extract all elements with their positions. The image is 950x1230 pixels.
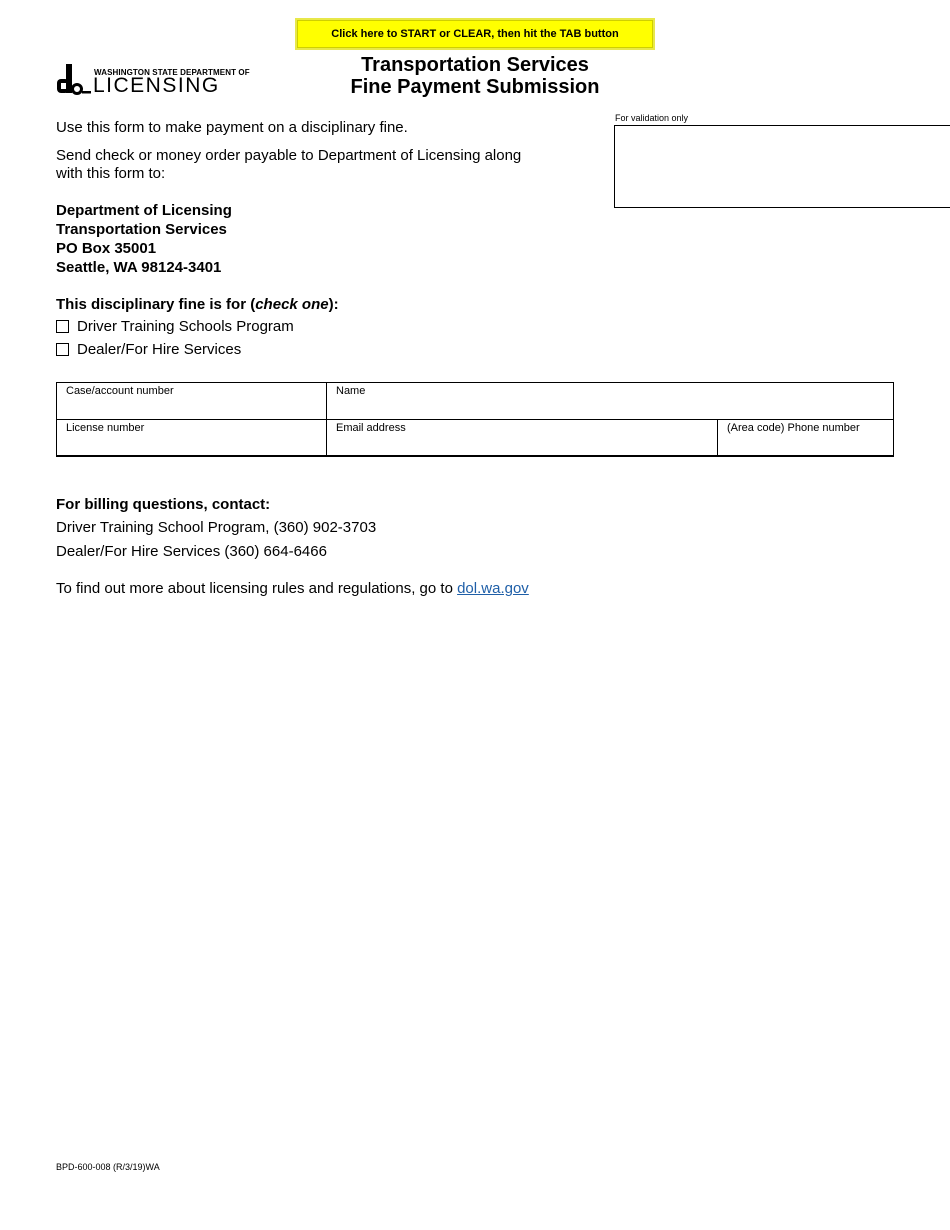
billing-heading: For billing questions, contact: <box>56 496 271 513</box>
checkbox-row-driver-training <box>56 318 294 335</box>
address-line-1: Department of Licensing <box>56 202 232 219</box>
fine-for-suffix: ): <box>328 296 339 313</box>
billing-line-2: Dealer/For Hire Services (360) 664-6466 <box>56 543 327 560</box>
title-line-1: Transportation Services <box>361 54 589 76</box>
driver-training-label: Driver Training Schools Program <box>77 318 294 335</box>
applicant-info-table <box>56 382 894 457</box>
dealer-for-hire-checkbox[interactable] <box>56 343 69 356</box>
address-line-3: PO Box 35001 <box>56 240 157 257</box>
dol-website-link[interactable]: dol.wa.gov <box>457 580 529 597</box>
license-label: License number <box>66 422 145 434</box>
license-number-field[interactable] <box>65 438 322 454</box>
phone-cell <box>718 420 893 456</box>
form-title <box>300 54 650 98</box>
fine-for-prefix: This disciplinary fine is for ( <box>56 296 256 313</box>
billing-line-1: Driver Training School Program, (360) 902-3703 <box>56 519 377 536</box>
title-line-2: Fine Payment Submission <box>350 76 600 98</box>
send-instructions-line-1: Send check or money order payable to Department of Licensing along <box>56 147 522 164</box>
case-account-cell <box>57 383 327 420</box>
validation-box <box>614 125 950 208</box>
case-account-label: Case/account number <box>66 385 174 397</box>
email-field[interactable] <box>335 438 713 454</box>
name-label: Name <box>336 385 366 397</box>
phone-label: (Area code) Phone number <box>727 422 860 434</box>
mailing-address <box>56 201 232 277</box>
case-account-field[interactable] <box>65 401 322 417</box>
logo-wordmark: LICENSING <box>93 74 220 97</box>
fine-for-heading <box>56 295 339 314</box>
driver-training-checkbox[interactable] <box>56 320 69 333</box>
logo-agency-text: WASHINGTON STATE DEPARTMENT OF <box>94 68 250 77</box>
dealer-for-hire-label: Dealer/For Hire Services <box>77 341 242 358</box>
license-cell <box>57 420 327 456</box>
email-label: Email address <box>336 422 406 434</box>
more-info-label: To find out more about licensing rules and regulations, go to <box>56 580 458 597</box>
name-cell <box>327 383 893 420</box>
start-clear-button[interactable]: Click here to START or CLEAR, then hit the TAB button <box>295 18 655 50</box>
validation-label: For validation only <box>615 113 689 123</box>
dol-logo <box>55 64 250 97</box>
fine-for-emphasis: check one <box>255 296 329 313</box>
email-cell <box>327 420 718 456</box>
intro-text: Use this form to make payment on a disciplinary fine. <box>56 119 408 136</box>
send-instructions-line-2: with this form to: <box>56 165 166 182</box>
checkbox-row-dealer <box>56 341 241 358</box>
address-line-2: Transportation Services <box>56 221 227 238</box>
phone-field[interactable] <box>726 438 889 454</box>
name-field[interactable] <box>335 401 889 417</box>
dol-logo-icon <box>55 64 91 96</box>
form-id: BPD-600-008 (R/3/19)WA <box>56 1162 160 1172</box>
more-info-text <box>56 579 529 598</box>
address-line-4: Seattle, WA 98124-3401 <box>56 259 222 276</box>
